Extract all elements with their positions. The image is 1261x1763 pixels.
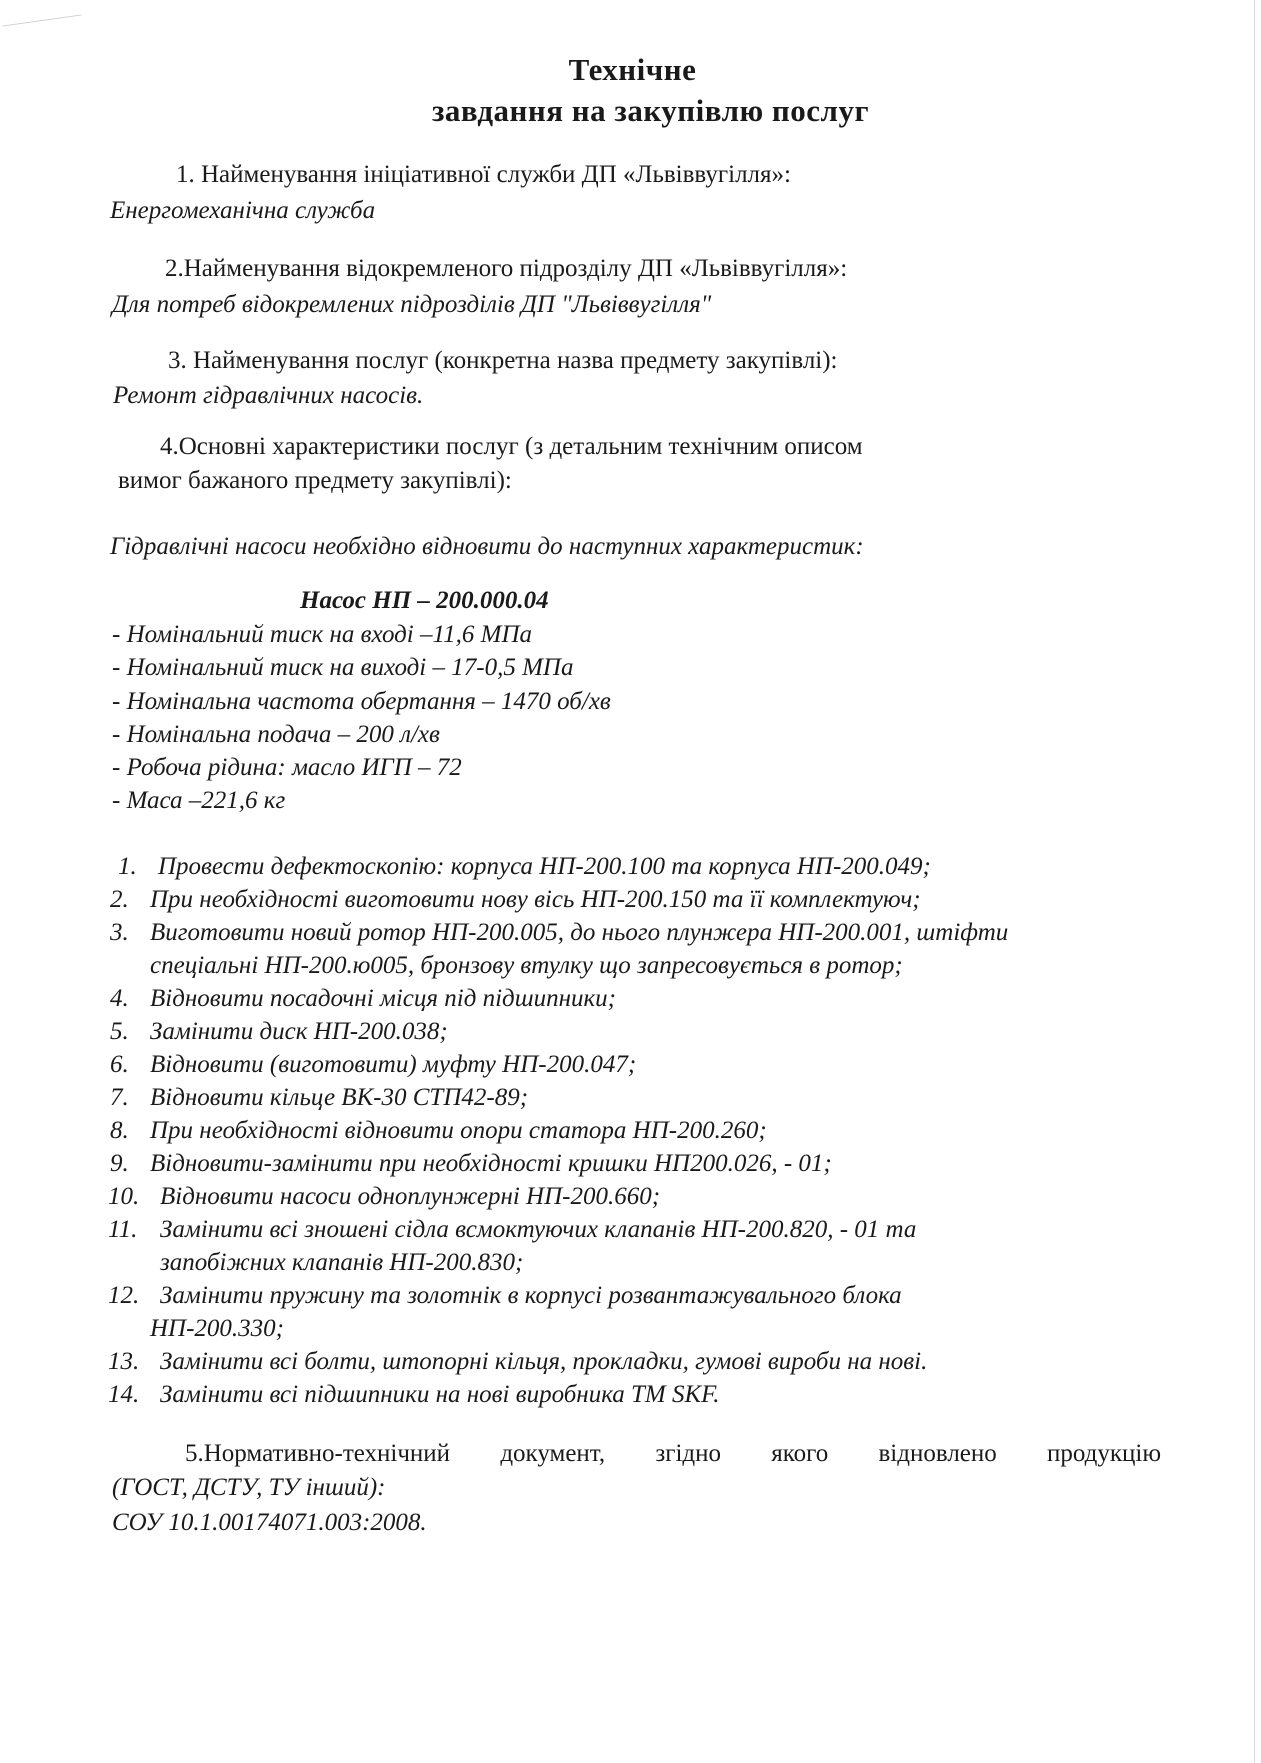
works-item-text-continued: запобіжних клапанів НП-200.830; xyxy=(160,1249,524,1276)
scan-edge-line xyxy=(1254,0,1255,1763)
pump-name: Насос НП – 200.000.04 xyxy=(300,587,549,614)
works-list-item xyxy=(108,1345,1006,1378)
section5-heading-word: згідно xyxy=(655,1440,722,1467)
works-list-item xyxy=(108,1279,1006,1345)
works-list-item xyxy=(110,1015,1008,1048)
works-item-number: 5. xyxy=(110,1018,129,1045)
works-item-number: 12. xyxy=(108,1282,140,1309)
spec-line: - Номінальний тиск на виході – 17-0,5 МПа xyxy=(112,654,574,681)
works-item-number: 4. xyxy=(110,985,129,1012)
works-item-number: 7. xyxy=(110,1084,129,1111)
section5-heading-word: 5.Нормативно-технічний xyxy=(185,1440,451,1467)
works-item-text: Замінити пружину та золотнік в корпусі розвантажувального блока xyxy=(160,1282,902,1309)
works-list-item xyxy=(110,982,1008,1015)
section3-value: Ремонт гідравлічних насосів. xyxy=(113,382,424,409)
section2-heading: 2.Найменування відокремленого підрозділу ДП «Львіввугілля»: xyxy=(165,255,848,282)
works-item-text: Відновити кільце ВК-30 СТП42-89; xyxy=(150,1084,529,1111)
works-list-item xyxy=(110,1048,1008,1081)
spec-line: - Номінальний тиск на вході –11,6 МПа xyxy=(112,621,533,648)
works-item-text: Виготовити новий ротор НП-200.005, до нього плунжера НП-200.001, штіфти xyxy=(150,919,1009,946)
works-list-item xyxy=(110,916,1008,982)
works-item-text: Замінити всі зношені сідла всмоктуючих клапанів НП-200.820, - 01 та xyxy=(160,1216,917,1243)
section5-heading-line1 xyxy=(185,1439,1161,1469)
works-item-text: При необхідності виготовити нову вісь НП-200.150 та її комплектуюч; xyxy=(150,886,921,913)
spec-line: - Номінальна подача – 200 л/хв xyxy=(112,721,440,748)
section4-heading-line2: вимог бажаного предмету закупівлі): xyxy=(118,467,512,494)
section4-heading-line1: 4.Основні характеристики послуг (з детальним технічним описом xyxy=(160,433,863,460)
works-item-text: При необхідності відновити опори статора НП-200.260; xyxy=(150,1117,767,1144)
works-item-number: 8. xyxy=(110,1117,129,1144)
characteristics-intro: Гідравлічні насоси необхідно відновити до наступних характеристик: xyxy=(110,533,864,560)
works-item-number: 6. xyxy=(110,1051,129,1078)
section3-heading: 3. Найменування послуг (конкретна назва предмету закупівлі): xyxy=(168,347,838,374)
scan-mark xyxy=(2,14,81,26)
section5-heading-word: якого xyxy=(771,1440,829,1467)
works-item-number: 1. xyxy=(118,853,137,880)
document-title-line2: завдання на закупівлю послуг xyxy=(431,93,870,128)
works-list-item xyxy=(118,850,1016,883)
works-list-item xyxy=(108,1180,1006,1213)
works-item-text-continued: спеціальні НП-200.ю005, бронзову втулку що запресовується в ротор; xyxy=(150,952,903,979)
works-item-text: Відновити посадочні місця під підшипники; xyxy=(150,985,616,1012)
works-item-text: Замінити диск НП-200.038; xyxy=(150,1018,448,1045)
section5-heading-line2: (ГОСТ, ДСТУ, ТУ інший): xyxy=(112,1474,386,1501)
works-item-number: 3. xyxy=(110,919,129,946)
works-item-number: 9. xyxy=(110,1150,129,1177)
works-item-number: 10. xyxy=(108,1183,140,1210)
section5-heading-word: відновлено xyxy=(878,1440,997,1467)
works-item-number: 14. xyxy=(108,1381,140,1408)
works-item-number: 2. xyxy=(110,886,129,913)
works-list xyxy=(108,850,1016,1411)
section5-value: СОУ 10.1.00174071.003:2008. xyxy=(112,1509,427,1536)
section1-heading: 1. Найменування ініціативної служби ДП «Львіввугілля»: xyxy=(176,161,791,188)
works-list-item xyxy=(110,1147,1008,1180)
works-list-item xyxy=(110,1114,1008,1147)
works-list-item xyxy=(108,1213,1006,1279)
works-item-number: 11. xyxy=(108,1216,138,1243)
section1-value: Енергомеханічна служба xyxy=(110,197,376,224)
section5-heading-word: документ, xyxy=(500,1440,606,1467)
works-list-item xyxy=(110,1081,1008,1114)
section5-heading-word: продукцію xyxy=(1047,1440,1162,1467)
spec-line: - Робоча рідина: масло ИГП – 72 xyxy=(112,754,462,781)
works-item-text-continued: НП-200.330; xyxy=(150,1315,285,1342)
works-item-text: Провести дефектоскопію: корпуса НП-200.100 та корпуса НП-200.049; xyxy=(158,853,931,880)
works-item-text: Відновити (виготовити) муфту НП-200.047; xyxy=(150,1051,637,1078)
works-item-number: 13. xyxy=(108,1348,140,1375)
works-item-text: Відновити-замінити при необхідності кришки НП200.026, - 01; xyxy=(150,1150,832,1177)
document-title-line1: Технічне xyxy=(568,52,697,87)
works-item-text: Відновити насоси одноплунжерні НП-200.660; xyxy=(160,1183,661,1210)
works-item-text: Замінити всі болти, штопорні кільця, прокладки, гумові вироби на нові. xyxy=(160,1348,928,1375)
section2-value: Для потреб відокремлених підрозділів ДП "Львіввугілля" xyxy=(112,291,712,318)
works-item-text: Замінити всі підшипники на нові виробника ТМ SKF. xyxy=(160,1381,720,1408)
spec-line: - Номінальна частота обертання – 1470 об/хв xyxy=(112,688,611,715)
works-list-item xyxy=(108,1378,1006,1411)
works-list-item xyxy=(110,883,1008,916)
spec-line: - Маса –221,6 кг xyxy=(112,787,286,814)
